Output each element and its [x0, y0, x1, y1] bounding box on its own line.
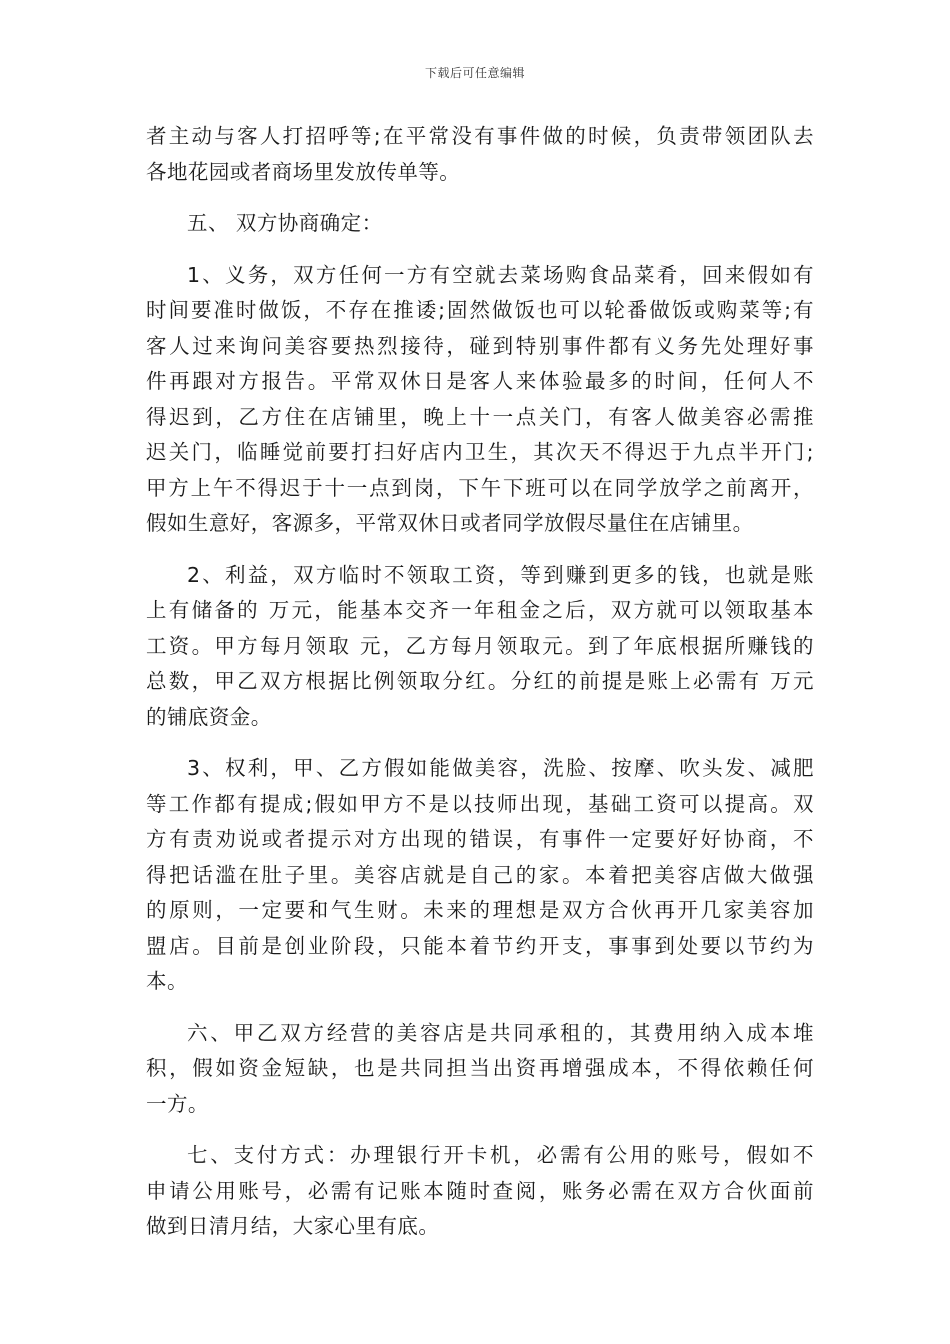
- text-line: 件再跟对方报告。平常双休日是客人来体验最多的时间，任何人不: [146, 369, 814, 393]
- text-line: 时间要准时做饭，不存在推诿;固然做饭也可以轮番做饭或购菜等;有: [146, 298, 814, 322]
- text-line: 3、权利，甲、乙方假如能做美容，洗脸、按摩、吹头发、减肥: [187, 756, 814, 780]
- paragraph: [146, 119, 814, 190]
- page-header: 下载后可任意编辑: [424, 66, 525, 80]
- text-line: 甲方上午不得迟于十一点到岗，下午下班可以在同学放学之前离开，: [146, 475, 814, 500]
- text-line: 假如生意好，客源多，平常双休日或者同学放假尽量住在店铺里。: [146, 511, 754, 535]
- text-line: 工资。甲方每月领取 元，乙方每月领取元。到了年底根据所赚钱的: [146, 633, 814, 658]
- section-heading: [146, 206, 814, 242]
- text-line: 等工作都有提成;假如甲方不是以技师出现，基础工资可以提高。双: [146, 791, 814, 816]
- text-line: 的原则，一定要和气生财。未来的理想是双方合伙再开几家美容加: [146, 898, 814, 922]
- text-line: 盟店。目前是创业阶段，只能本着节约开支，事事到处要以节约为: [146, 933, 814, 958]
- text-line: 六、甲乙双方经营的美容店是共同承租的，其费用纳入成本堆: [187, 1020, 814, 1045]
- paragraph: [146, 558, 814, 736]
- text-line: 的铺底资金。: [146, 704, 272, 729]
- text-line: 五、 双方协商确定：: [187, 211, 383, 235]
- text-line: 迟关门，临睡觉前要打扫好店内卫生，其次天不得迟于九点半开门;: [146, 440, 814, 464]
- text-line: 本。: [146, 969, 188, 993]
- text-line: 客人过来询问美容要热烈接待，碰到特别事件都有义务先处理好事: [146, 333, 814, 358]
- text-line: 七、支付方式：办理银行开卡机，必需有公用的账号，假如不: [187, 1143, 814, 1167]
- text-line: 总数，甲乙双方根据比例领取分红。分红的前提是账上必需有 万元: [146, 669, 814, 693]
- paragraph: [146, 258, 814, 542]
- text-line: 一方。: [146, 1091, 209, 1116]
- text-line: 上有储备的 万元，能基本交齐一年租金之后，双方就可以领取基本: [146, 598, 814, 622]
- text-line: 方有责劝说或者提示对方出现的错误，有事件一定要好好协商，不: [146, 827, 814, 851]
- text-line: 积，假如资金短缺，也是共同担当出资再增强成本，不得依赖任何: [146, 1056, 814, 1080]
- text-line: 得把话滥在肚子里。美容店就是自己的家。本着把美容店做大做强: [146, 862, 814, 887]
- text-line: 者主动与客人打招呼等;在平常没有事件做的时候，负责带领团队去: [146, 124, 814, 148]
- text-line: 得迟到，乙方住在店铺里，晚上十一点关门，有客人做美容必需推: [146, 404, 814, 429]
- paragraph: [146, 1016, 814, 1123]
- text-line: 1、义务，双方任何一方有空就去菜场购食品菜肴，回来假如有: [187, 262, 814, 287]
- document-body: [146, 119, 814, 1245]
- text-line: 申请公用账号，必需有记账本随时查阅，账务必需在双方合伙面前: [146, 1178, 814, 1203]
- paragraph: [146, 1138, 814, 1245]
- text-line: 做到日清月结，大家心里有底。: [146, 1214, 440, 1238]
- paragraph: [146, 751, 814, 1000]
- text-line: 各地花园或者商场里发放传单等。: [146, 159, 461, 184]
- text-line: 2、利益，双方临时不领取工资，等到赚到更多的钱，也就是账: [187, 562, 814, 587]
